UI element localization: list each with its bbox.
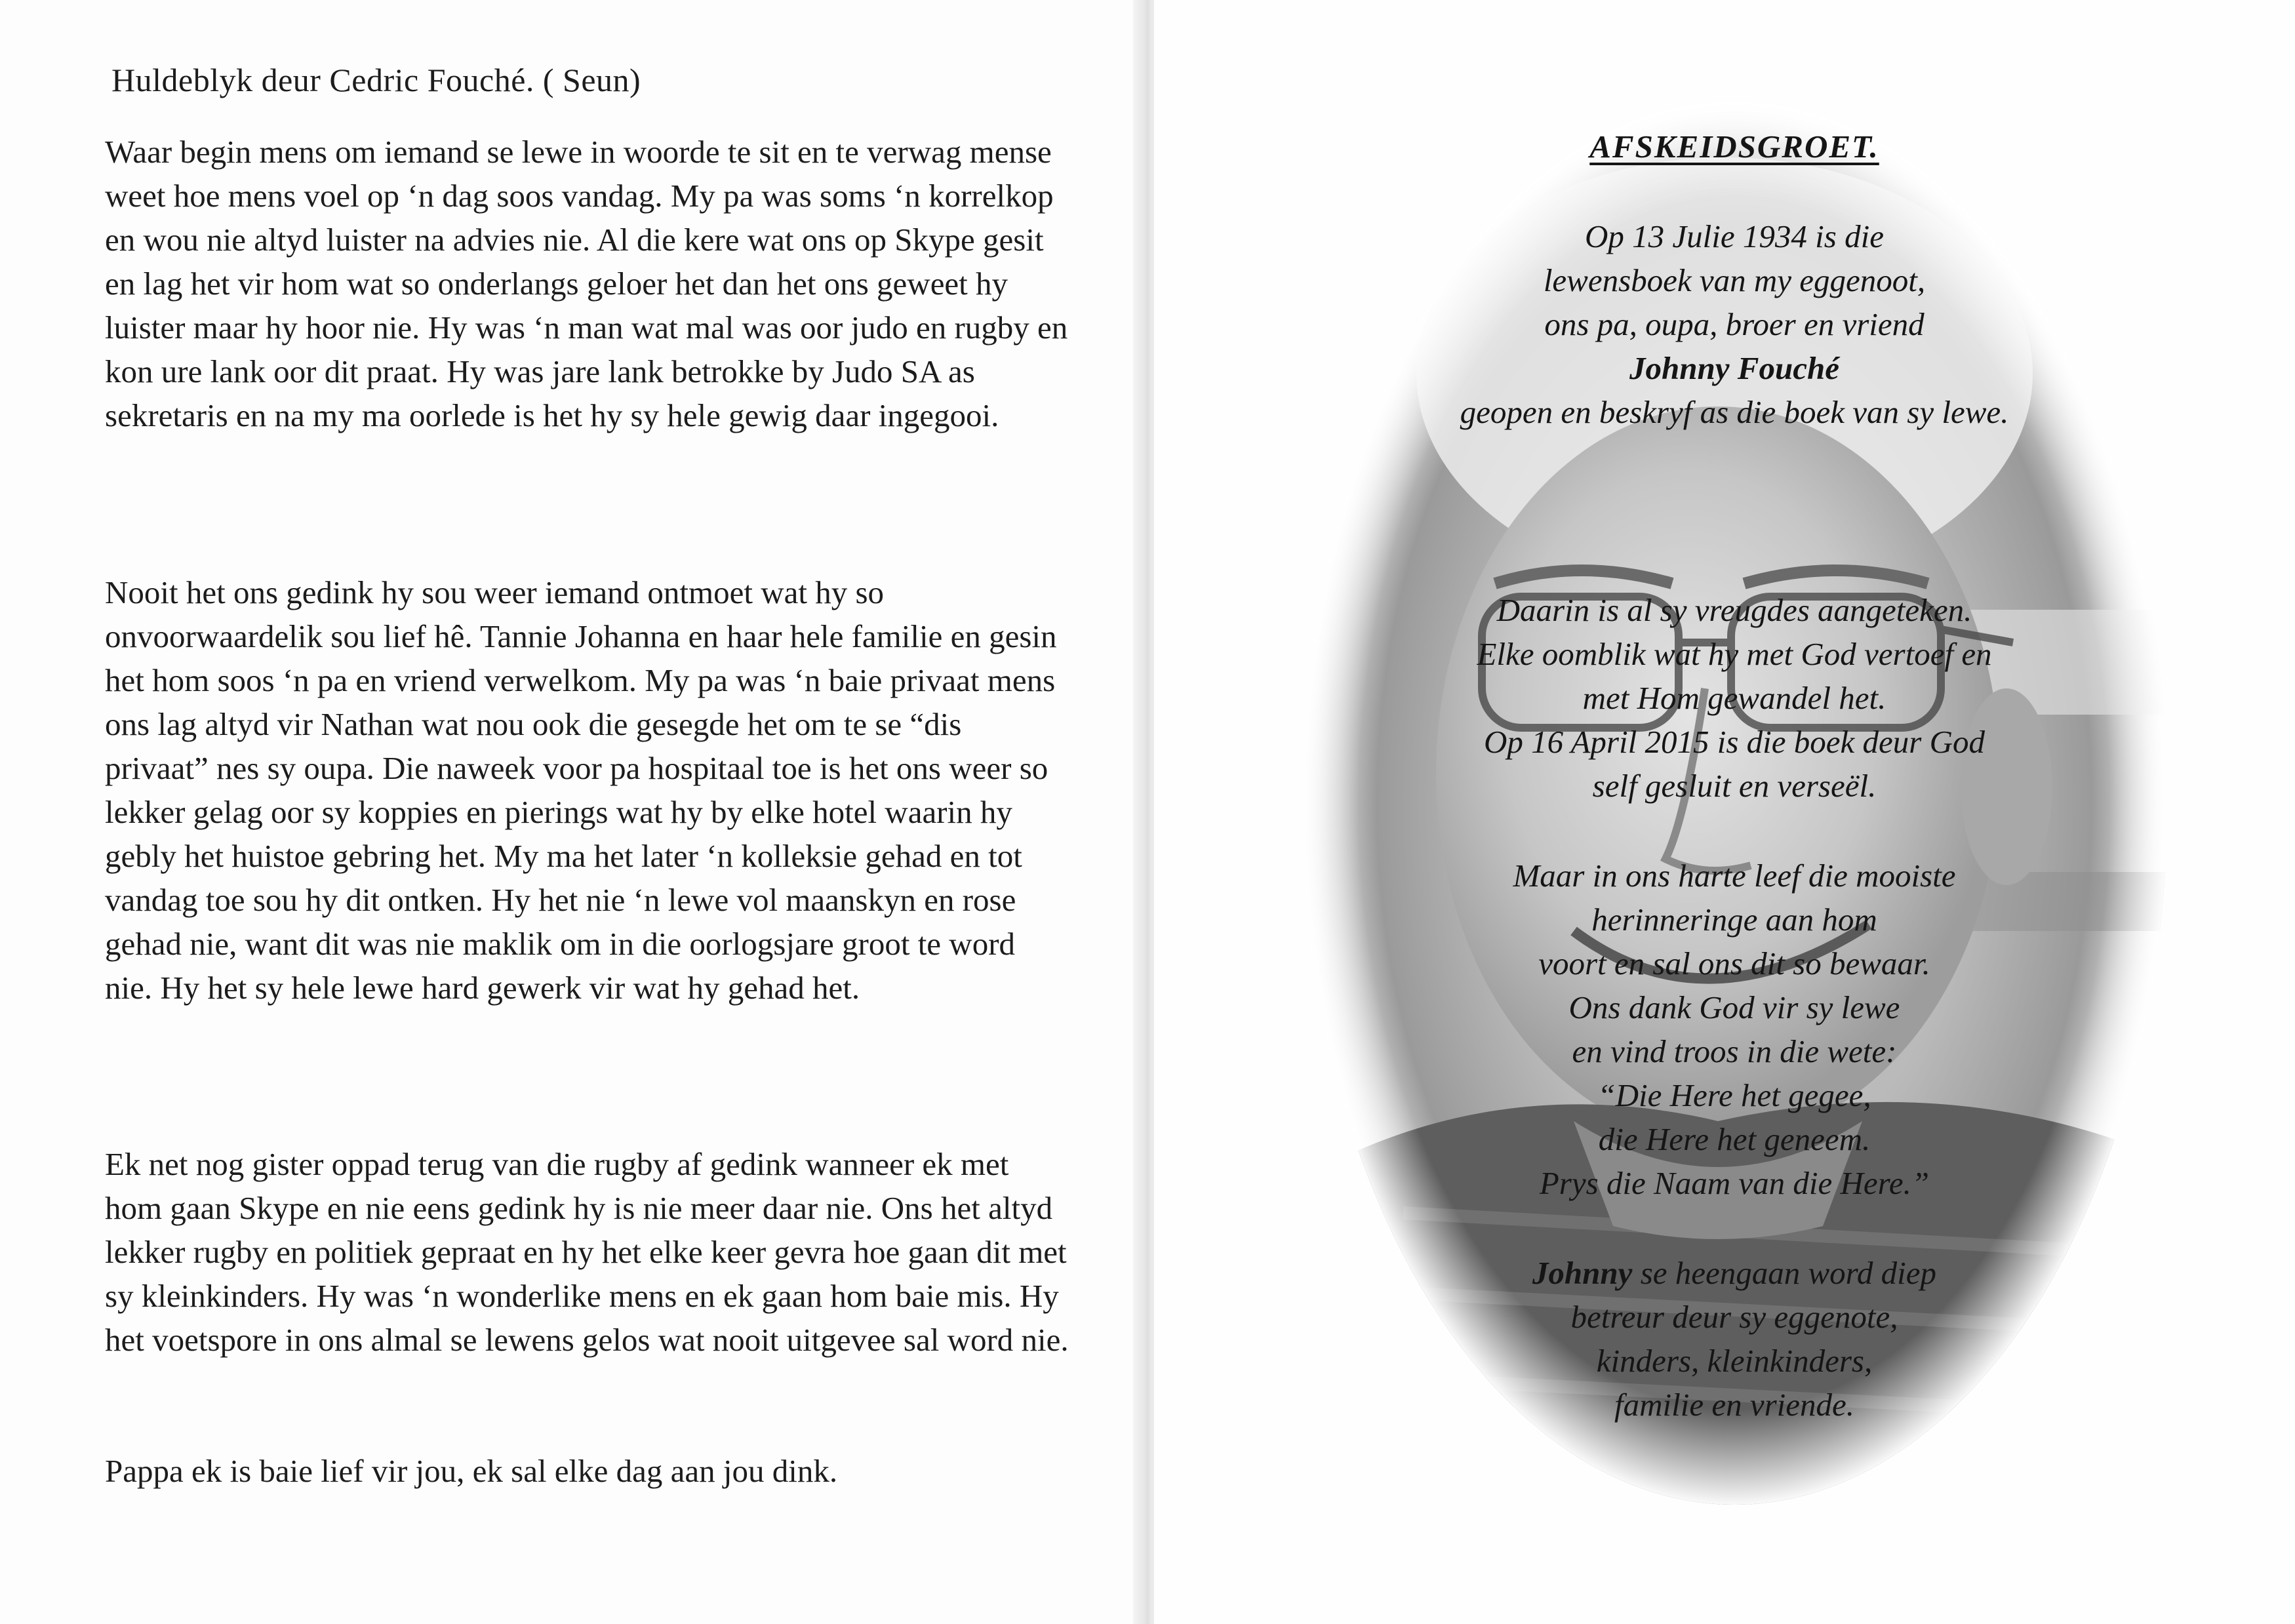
closing-line-3: kinders, kleinkinders, [1596, 1343, 1873, 1379]
tribute-paragraph-3: Ek net nog gister oppad terug van die rugby af gedink wanneer ek met hom gaan Skype en nie eens gedink hy is nie meer daar nie. Ons het altyd lekker rugby en politiek gepraat en hy het elke keer gevra hoe gaan dit met sy kleinkinders. Hy was ‘n wonderlike mens en ek gaan hom baie mis. Hy het voetspore in ons almal se lewens gelos wat nooit uitgevee sal word nie. [105, 1146, 1069, 1358]
tribute-paragraph-4: Pappa ek is baie lief vir jou, ek sal elke dag aan jou dink. [105, 1453, 838, 1489]
stanza-1-line-3: ons pa, oupa, broer en vriend [1544, 306, 1925, 342]
tribute-paragraph-1: Waar begin mens om iemand se lewe in woorde te sit en te verwag mense weet hoe mens voel op ‘n dag soos vandag. My pa was soms ‘n korrelkop en wou nie altyd luister na advies nie. Al die kere wat ons op Skype gesit en lag het vir hom wat so onderlangs geloer het dan het ons geweet hy luister maar hy hoor nie. Hy was ‘n man wat mal was oor judo en rugby en kon ure lank oor dit praat. Hy was jare lank betrokke by Judo SA as sekretaris en na my ma oorlede is het hy sy hele gewig daar ingegooi. [105, 134, 1068, 433]
stanza-3-line-7: die Here het geneem. [1598, 1121, 1871, 1157]
closing-name: Johnny [1532, 1255, 1633, 1291]
stanza-2-line-1: Daarin is al sy vreugdes aangeteken. [1496, 592, 1972, 628]
closing-line-2: betreur deur sy eggenote, [1570, 1299, 1898, 1335]
tribute-title: Huldeblyk deur Cedric Fouché. ( Seun) [111, 62, 641, 98]
deceased-name: Johnny Fouché [1629, 350, 1839, 386]
stanza-3-line-1: Maar in ons harte leef die mooiste [1513, 858, 1956, 894]
stanza-3-line-5: en vind troos in die wete: [1572, 1033, 1897, 1069]
farewell-heading: AFSKEIDSGROET. [1589, 129, 1879, 165]
stanza-1-line-2: lewensboek van my eggenoot, [1543, 262, 1926, 298]
closing-line-4: familie en vriende. [1614, 1387, 1855, 1423]
stanza-3-line-6: “Die Here het gegee, [1597, 1077, 1871, 1113]
stanza-1-line-1: Op 13 Julie 1934 is die [1585, 218, 1884, 254]
stanza-3-line-2: herinneringe aan hom [1591, 901, 1877, 938]
stanza-2-line-5: self gesluit en verseël. [1592, 768, 1877, 804]
stanza-3-line-4: Ons dank God vir sy lewe [1568, 989, 1900, 1025]
closing-line-1-rest: se heengaan word diep [1632, 1255, 1937, 1291]
farewell-text [1285, 125, 2184, 1427]
stanza-3-line-3: voort en sal ons dit so bewaar. [1538, 945, 1930, 981]
left-page [0, 0, 1141, 1624]
closing-line-1 [1285, 1251, 2184, 1295]
stanza-2-line-2: Elke oomblik wat hy met God vertoef en [1477, 636, 1992, 672]
stanza-3-line-8: Prys die Naam van die Here.” [1539, 1165, 1930, 1201]
tribute-paragraph-2: Nooit het ons gedink hy sou weer iemand ontmoet wat hy so onvoorwaardelik sou lief hê. Tannie Johanna en haar hele familie en gesin het hom soos ‘n pa en vriend verwelkom. My pa was ‘n baie privaat mens ons lag altyd vir Nathan wat nou ook die gesegde het om te se “dis privaat” nes sy oupa. Die naweek voor pa hospitaal toe is het ons weer so lekker gelag oor sy koppies en pierings wat hy by elke hotel waarin hy gebly het huistoe gebring het. My ma het later ‘n kolleksie gehad en tot vandag toe sou hy dit ontken. Hy het nie ‘n lewe vol maanskyn en rose gehad nie, want dit was nie maklik om in die oorlogsjare groot te word nie. Hy het sy hele lewe hard gewerk vir wat hy gehad het. [105, 574, 1057, 1006]
stanza-2-line-3: met Hom gewandel het. [1582, 680, 1886, 716]
stanza-2-line-4: Op 16 April 2015 is die boek deur God [1484, 724, 1985, 760]
stanza-1-line-5: geopen en beskryf as die boek van sy lewe. [1460, 394, 2009, 430]
